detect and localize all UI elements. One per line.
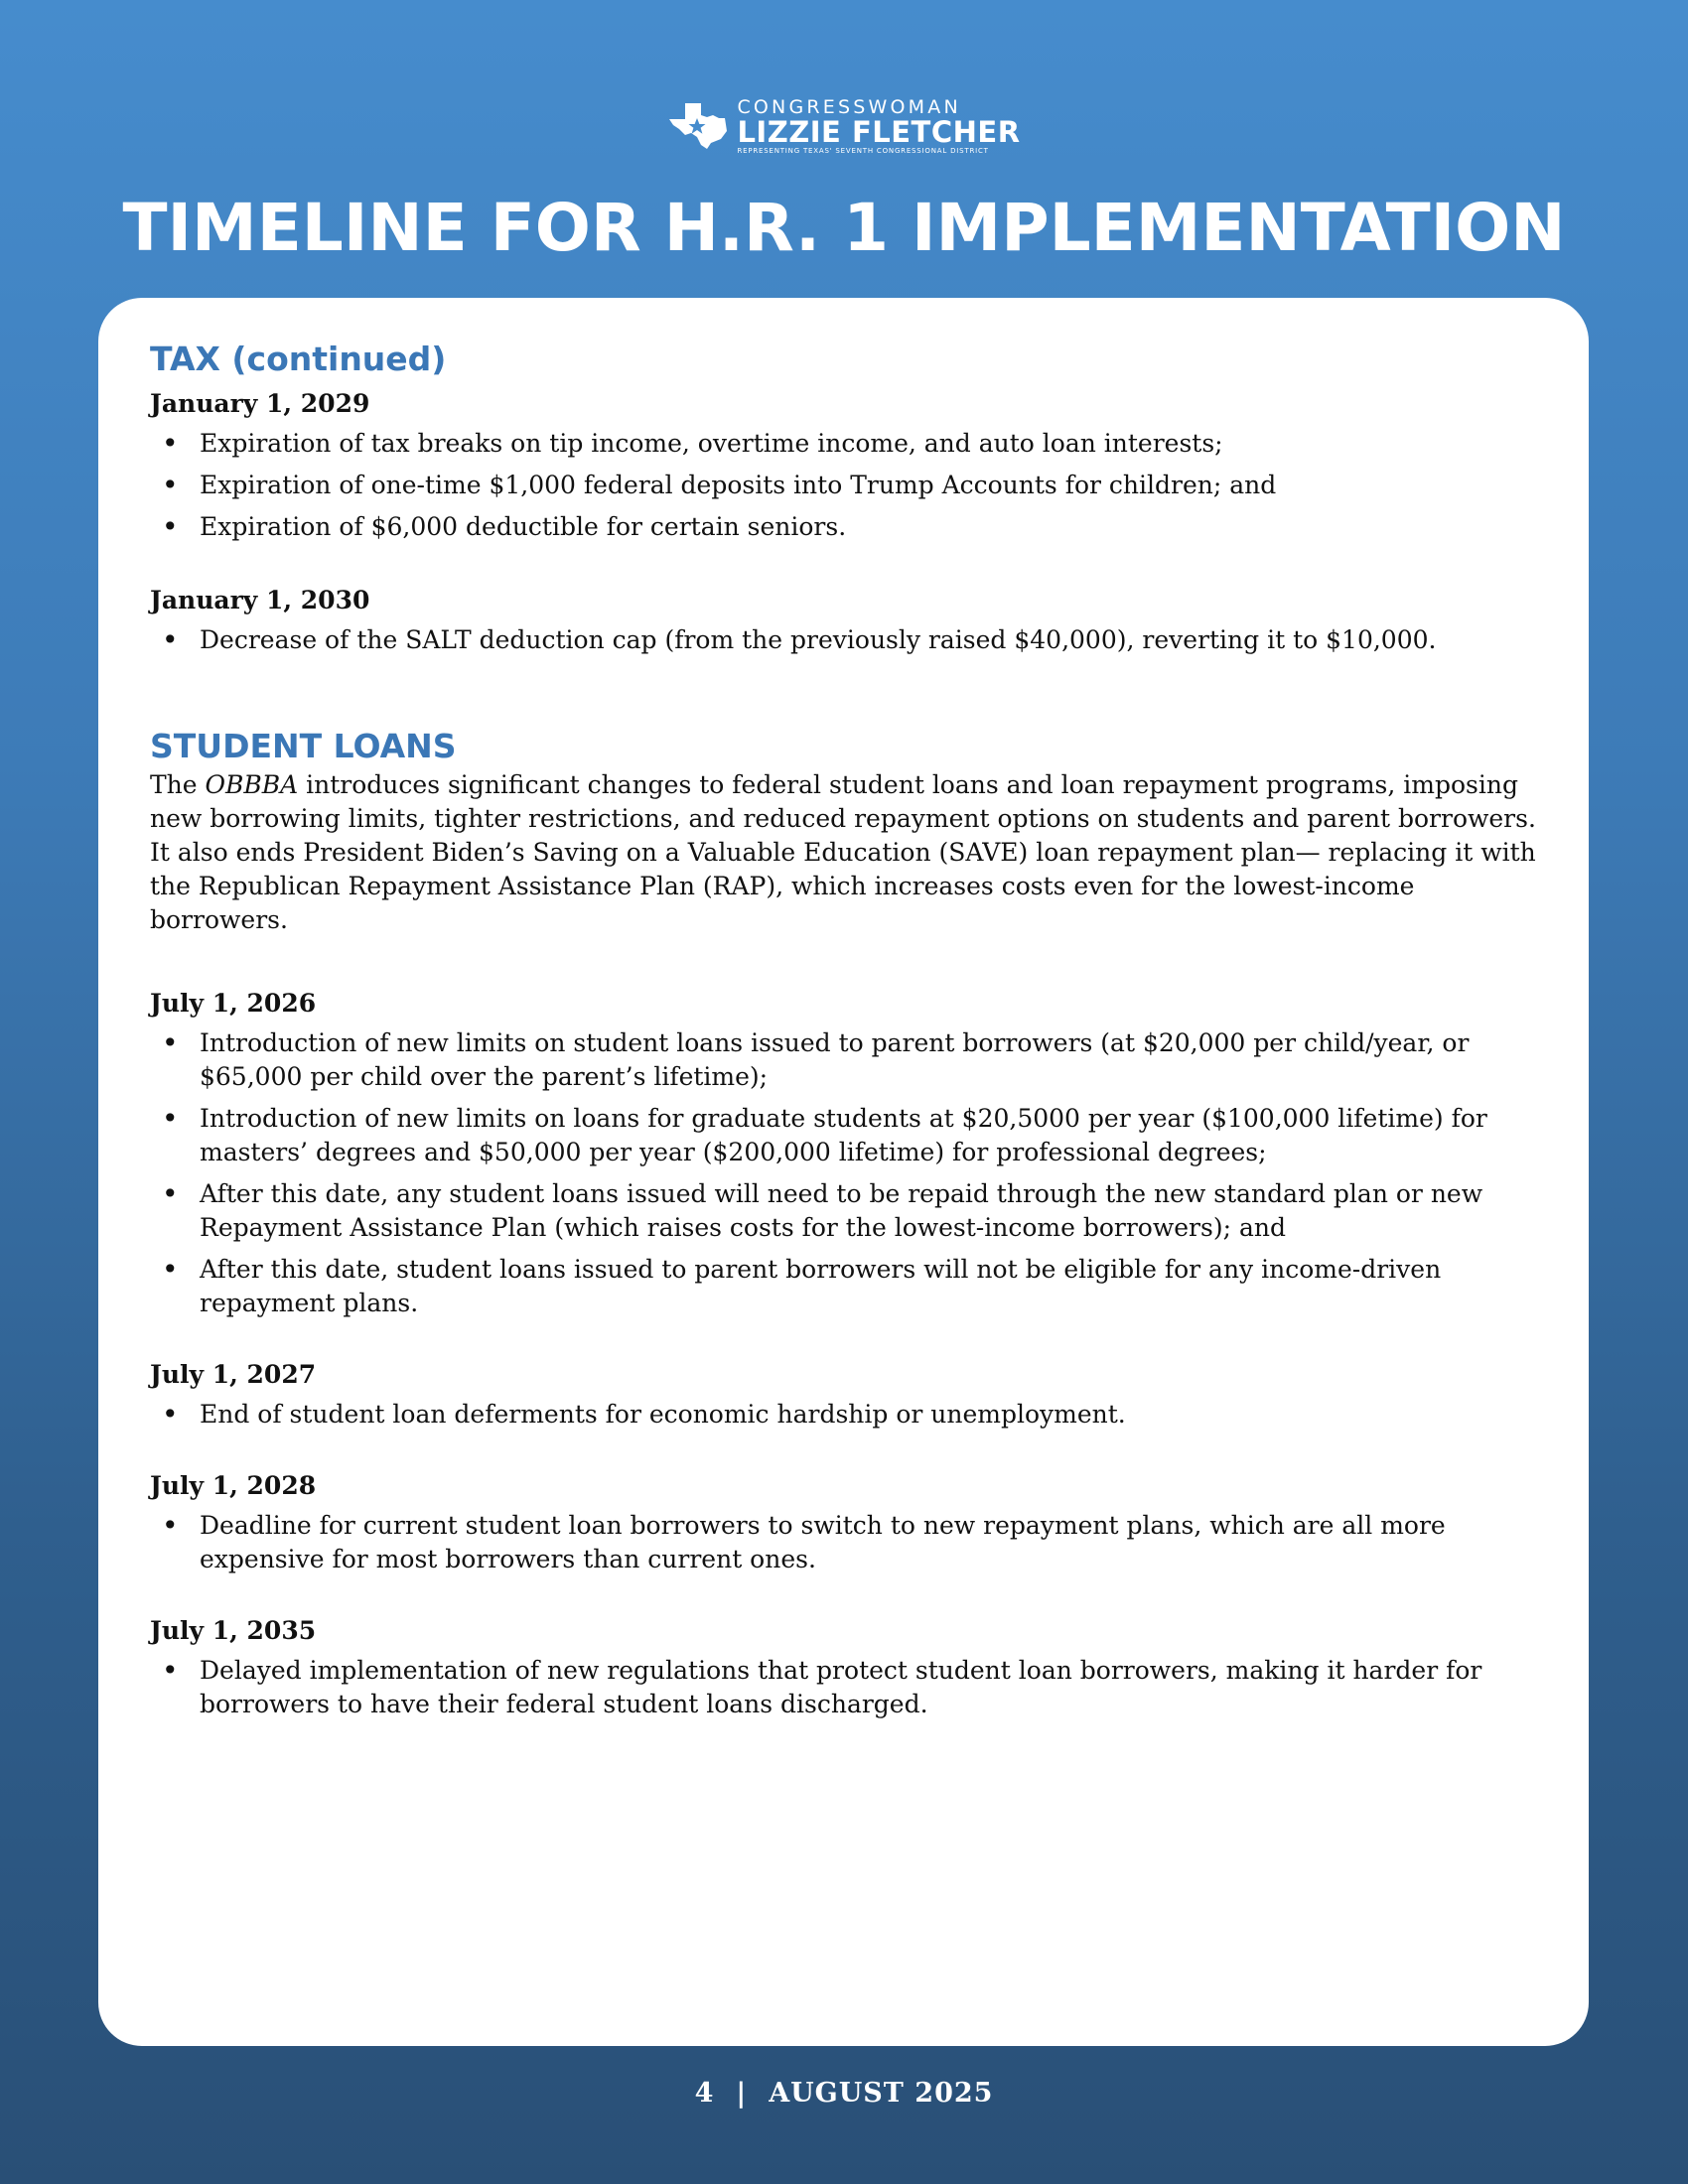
student-loans-intro xyxy=(150,768,1540,937)
congresswoman-logo xyxy=(0,97,1688,159)
date-heading: July 1, 2028 xyxy=(150,1471,317,1500)
footer-separator: | xyxy=(736,2078,748,2109)
date-heading: July 1, 2035 xyxy=(150,1616,317,1645)
list-item: • Introduction of new limits on student loans issued to parent borrowers (at $20,000 per child/year, or $65,000 per child over the parent’s lifetime); xyxy=(150,1026,1540,1094)
list-item: • Expiration of one-time $1,000 federal deposits into Trump Accounts for children; and xyxy=(150,469,1540,502)
bullet-list xyxy=(150,1509,1540,1576)
list-item: • Introduction of new limits on loans for graduate students at $20,5000 per year ($100,000 lifetime) for masters’ degrees and $50,000 per year ($200,000 lifetime) for professional degrees; xyxy=(150,1102,1540,1169)
logo-line-congresswoman: CONGRESSWOMAN xyxy=(737,96,961,118)
date-group-2029 xyxy=(150,387,1540,544)
list-item: • Expiration of tax breaks on tip income, overtime income, and auto loan interests; xyxy=(150,427,1540,461)
page-title: TIMELINE FOR H.R. 1 IMPLEMENTATION xyxy=(122,190,1566,266)
logo-text xyxy=(737,97,1020,156)
list-item: • End of student loan deferments for economic hardship or unemployment. xyxy=(150,1398,1540,1432)
date-heading: January 1, 2029 xyxy=(150,389,370,418)
date-group-2028 xyxy=(150,1469,1540,1576)
list-item: • Delayed implementation of new regulations that protect student loan borrowers, making it harder for borrowers to have their federal student loans discharged. xyxy=(150,1654,1540,1721)
list-item: • After this date, any student loans issued will need to be repaid through the new standard plan or new Repayment Assistance Plan (which raises costs for the lowest-income borrowers); and xyxy=(150,1177,1540,1245)
list-item: • Decrease of the SALT deduction cap (from the previously raised $40,000), reverting it to $10,000. xyxy=(150,623,1540,657)
list-item: • After this date, student loans issued to parent borrowers will not be eligible for any income-driven repayment plans. xyxy=(150,1253,1540,1320)
section-title-student-loans: STUDENT LOANS xyxy=(150,727,457,765)
date-heading: July 1, 2026 xyxy=(150,989,317,1018)
date-group-2027 xyxy=(150,1358,1540,1432)
intro-emphasis: OBBBA xyxy=(205,770,299,799)
date-heading: January 1, 2030 xyxy=(150,586,370,614)
bullet-list xyxy=(150,427,1540,544)
date-heading: July 1, 2027 xyxy=(150,1360,317,1389)
page-footer xyxy=(0,2078,1688,2109)
date-group-2030 xyxy=(150,584,1540,657)
bullet-list xyxy=(150,1654,1540,1721)
list-item: • Expiration of $6,000 deductible for certain seniors. xyxy=(150,510,1540,544)
intro-text-end: introduces significant changes to federal student loans and loan repayment programs, imposing new borrowing limits, tighter restrictions, and reduced repayment options on students and parent borrowers. It also ends President Biden’s Saving on a Valuable Education (SAVE) loan repayment plan— replacing it with the Republican Repayment Assistance Plan (RAP), which increases costs even for the lowest-income borrowers. xyxy=(150,770,1536,934)
footer-date: AUGUST 2025 xyxy=(769,2078,994,2109)
logo-line-name: LIZZIE FLETCHER xyxy=(737,115,1021,149)
date-group-2026 xyxy=(150,987,1540,1320)
texas-star-icon xyxy=(667,101,729,151)
list-item: • Deadline for current student loan borrowers to switch to new repayment plans, which are all more expensive for most borrowers than current ones. xyxy=(150,1509,1540,1576)
bullet-list xyxy=(150,1398,1540,1432)
bullet-list xyxy=(150,1026,1540,1320)
logo-line-district: REPRESENTING TEXAS' SEVENTH CONGRESSIONAL DISTRICT xyxy=(737,147,989,155)
intro-text-start: The xyxy=(150,770,206,799)
page-number: 4 xyxy=(694,2078,715,2109)
content-body xyxy=(150,340,1540,1729)
section-title-tax: TAX (continued) xyxy=(150,340,447,378)
date-group-2035 xyxy=(150,1614,1540,1721)
content-card xyxy=(98,298,1589,2046)
bullet-list xyxy=(150,623,1540,657)
